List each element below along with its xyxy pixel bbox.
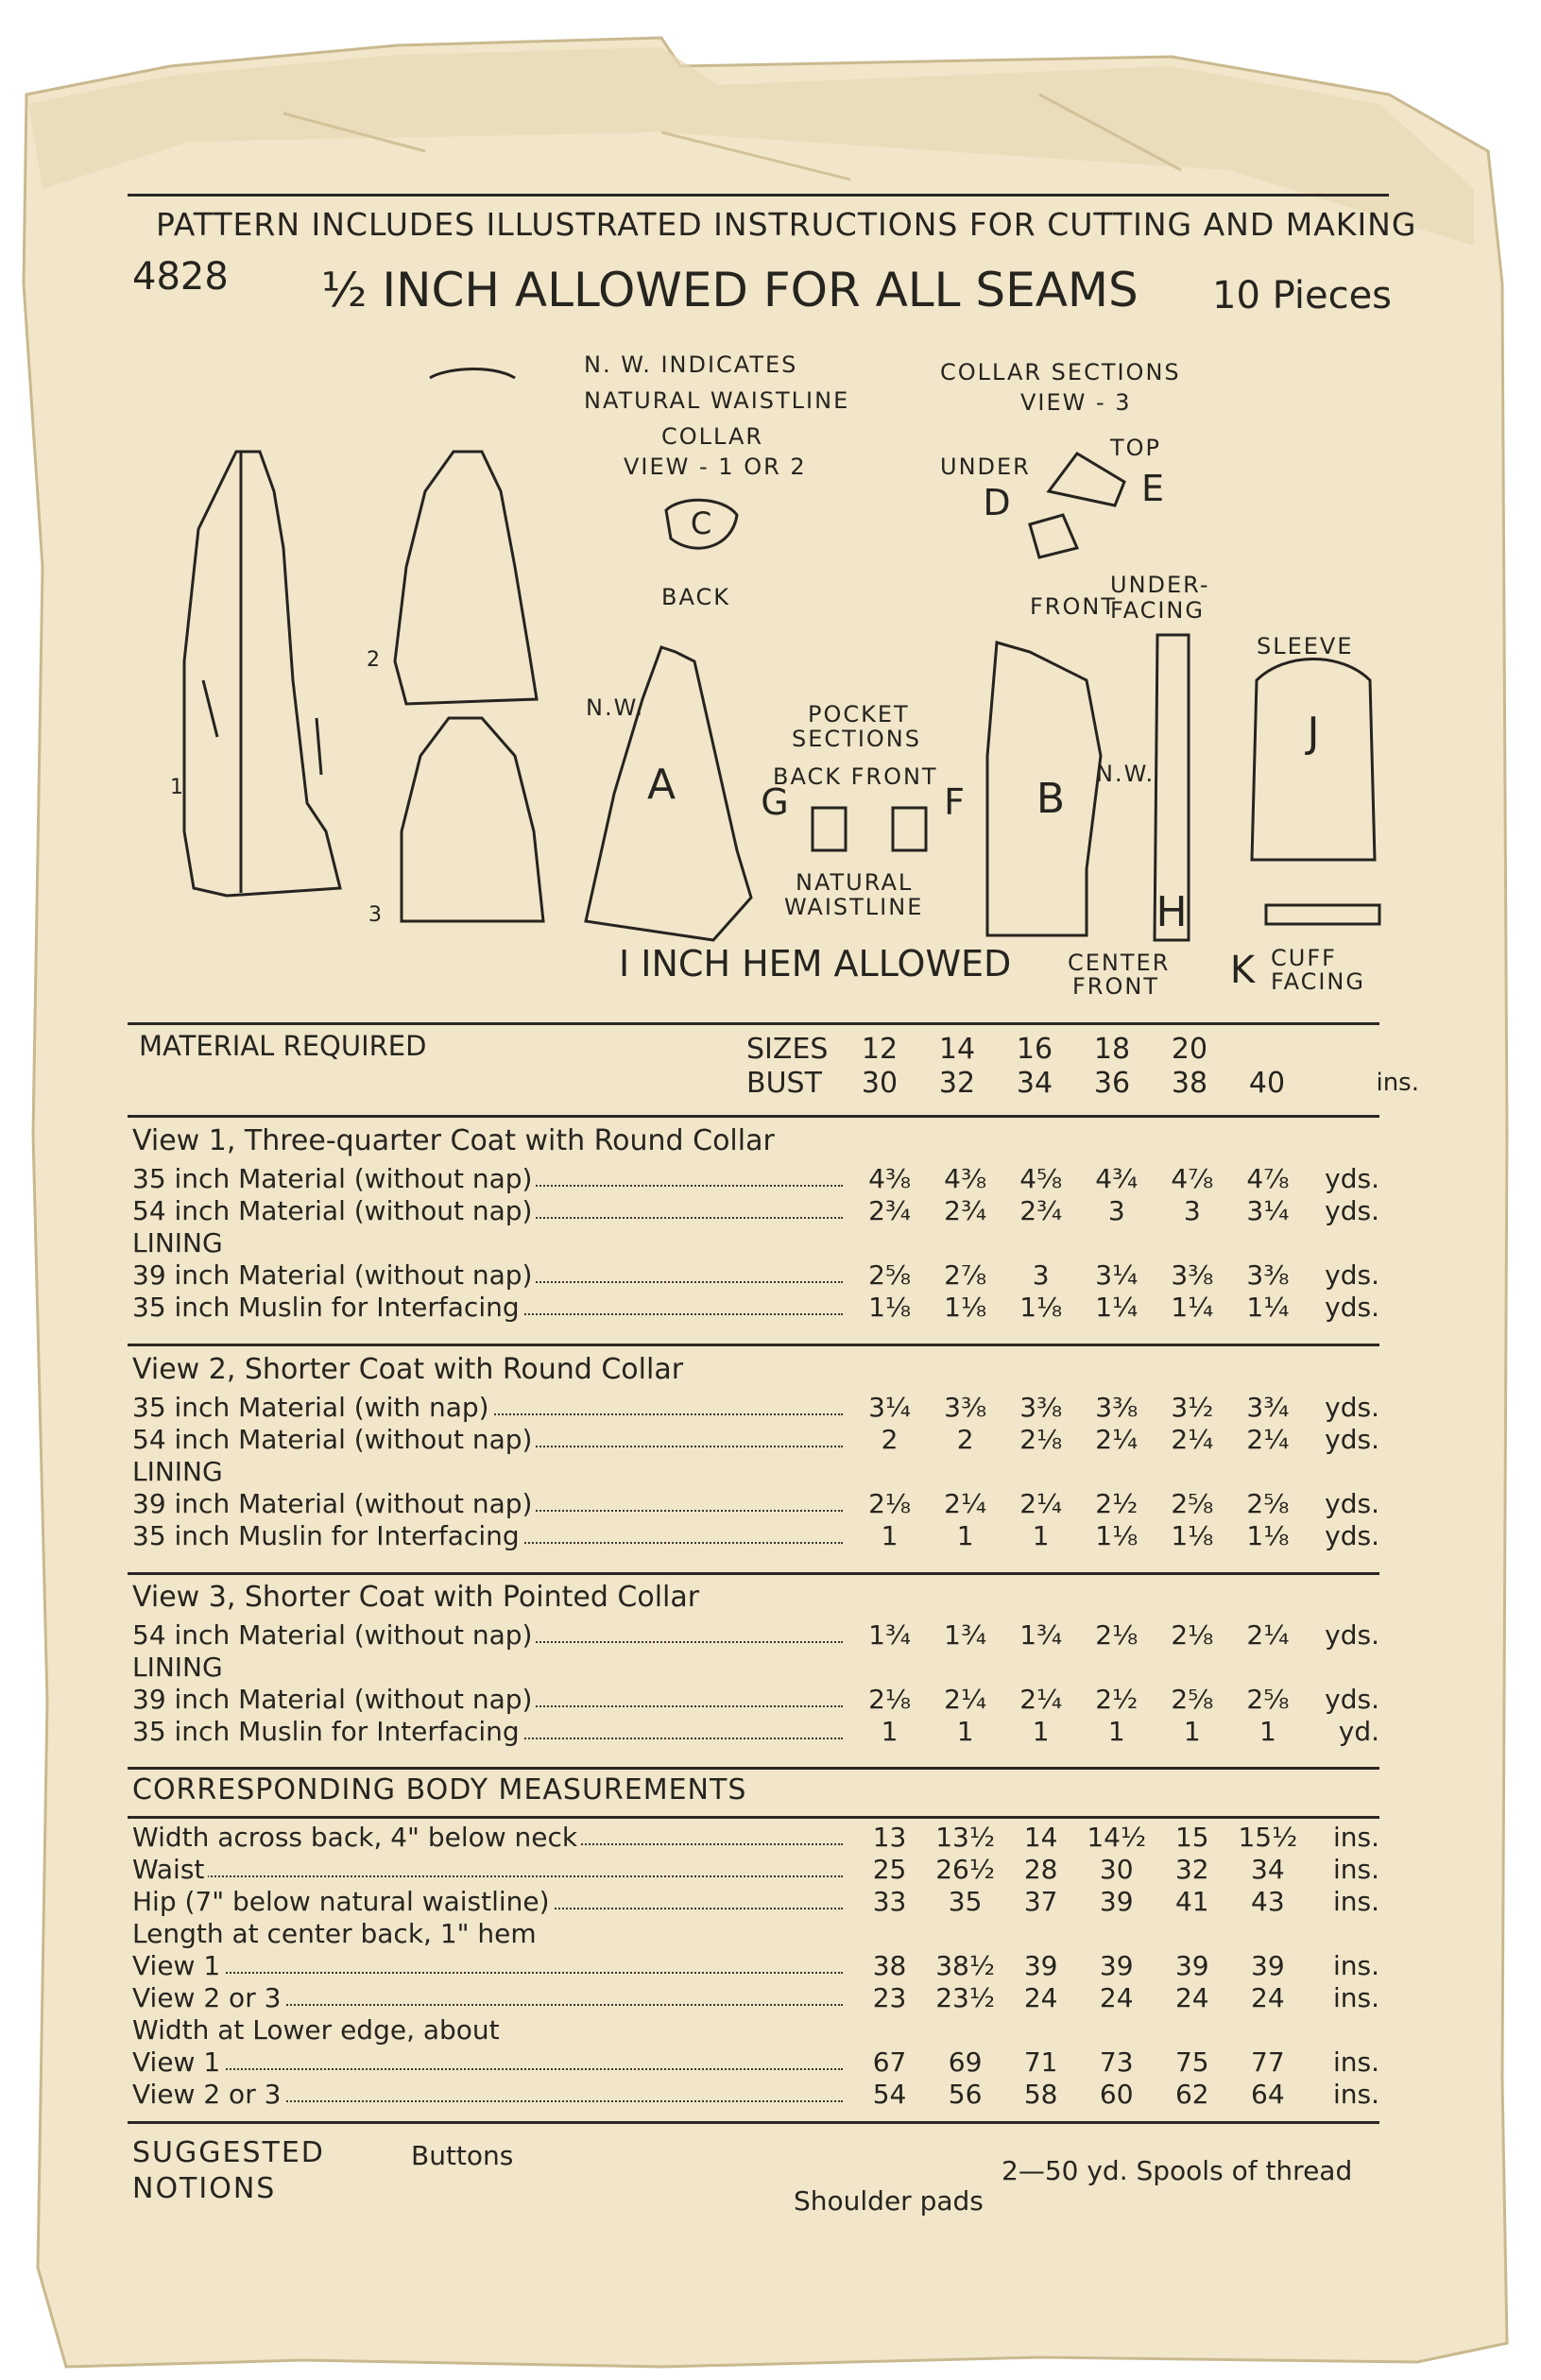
width-label: Width at Lower edge, about <box>132 2013 500 2046</box>
value-cell: 2⅝ <box>1246 1487 1290 1519</box>
pocket-line1: POCKET <box>808 701 910 728</box>
value-cell: 1⅛ <box>868 1291 912 1323</box>
svg-text:G: G <box>761 781 789 823</box>
unit-cell: yds. <box>1325 1391 1380 1423</box>
row-label <box>132 1684 852 1715</box>
material-required-title: MATERIAL REQUIRED <box>139 1030 427 1062</box>
view1-title: View 1, Three-quarter Coat with Round Collar <box>132 1124 775 1157</box>
value-cell: 2¾ <box>868 1194 912 1226</box>
bust-cell: 38 <box>1171 1066 1208 1100</box>
value-cell: 2⅛ <box>1019 1423 1063 1455</box>
row-label-text: 35 inch Muslin for Interfacing <box>132 1520 523 1551</box>
row-label <box>132 1886 852 1917</box>
value-cell: 77 <box>1251 2046 1285 2078</box>
row-label-text: 35 inch Muslin for Interfacing <box>132 1716 523 1747</box>
value-cell: 2⅝ <box>1246 1683 1290 1715</box>
svg-text:A: A <box>646 761 676 809</box>
value-cell: 38 <box>872 1949 907 1981</box>
value-cell: 4⅞ <box>1246 1162 1290 1194</box>
unit-cell: yds. <box>1325 1162 1380 1194</box>
size-unit: ins. <box>1376 1069 1419 1097</box>
hem-allowance: I INCH HEM ALLOWED <box>619 943 1012 985</box>
row-label <box>132 1424 852 1455</box>
notion-thread: 2—50 yd. Spools of thread <box>1002 2155 1353 2186</box>
row-label <box>132 1520 852 1551</box>
collar-sections-line2: VIEW - 3 <box>1020 389 1132 416</box>
value-cell: 3 <box>1032 1258 1050 1291</box>
value-cell: 1 <box>956 1519 974 1551</box>
rule-view3 <box>128 1572 1379 1575</box>
value-cell: 37 <box>1023 1885 1058 1917</box>
under-label: UNDER <box>940 454 1031 480</box>
value-cell: 3⅜ <box>1246 1258 1290 1291</box>
material-row <box>132 1981 1379 2013</box>
bust-cell: 34 <box>1016 1066 1053 1100</box>
material-row <box>132 1194 1379 1226</box>
value-cell: 25 <box>872 1853 907 1885</box>
unit-cell: ins. <box>1333 1981 1380 2013</box>
size-cell: 18 <box>1093 1032 1131 1066</box>
value-cell: 1⅛ <box>944 1291 987 1323</box>
value-cell: 24 <box>1251 1981 1285 2013</box>
svg-text:C: C <box>690 505 712 541</box>
material-row <box>132 1258 1379 1291</box>
center-front-line2: FRONT <box>1072 973 1159 1000</box>
notion-pads: Shoulder pads <box>794 2185 984 2217</box>
row-label <box>132 1163 852 1194</box>
material-row <box>132 1519 1379 1551</box>
value-cell: 39 <box>1023 1949 1058 1981</box>
pocket-line2: SECTIONS <box>792 726 921 752</box>
row-label-text: Hip (7" below natural waistline) <box>132 1886 554 1917</box>
value-cell: 34 <box>1251 1853 1285 1885</box>
row-label-text: 35 inch Material (with nap) <box>132 1392 493 1423</box>
row-label <box>132 2046 852 2078</box>
view2-title: View 2, Shorter Coat with Round Collar <box>132 1353 684 1386</box>
value-cell: 3½ <box>1171 1391 1214 1423</box>
svg-text:K: K <box>1229 949 1256 992</box>
bust-cell: 30 <box>861 1066 899 1100</box>
value-cell: 1¾ <box>944 1618 987 1651</box>
row-label-text: 39 inch Material (without nap) <box>132 1488 536 1519</box>
value-cell: 2⅝ <box>868 1258 912 1291</box>
seam-allowance: ½ INCH ALLOWED FOR ALL SEAMS <box>321 263 1139 317</box>
value-cell: 1⅛ <box>1171 1519 1214 1551</box>
leader-dots <box>132 2068 843 2070</box>
value-cell: 2¼ <box>1019 1683 1063 1715</box>
material-row <box>132 1618 1379 1651</box>
row-label-text: View 1 <box>132 1950 224 1981</box>
cuff-facing-line1: CUFF <box>1271 945 1337 971</box>
value-cell: 3⅜ <box>1171 1258 1214 1291</box>
cuff-facing-line2: FACING <box>1271 968 1365 995</box>
row-label <box>132 1982 852 2013</box>
notions-title-1: SUGGESTED <box>132 2136 325 2169</box>
value-cell: 43 <box>1251 1885 1285 1917</box>
material-row <box>132 2046 1379 2078</box>
unit-cell: yds. <box>1325 1683 1380 1715</box>
notions-rule <box>128 2121 1379 2124</box>
row-label <box>132 1619 852 1651</box>
unit-cell: yds. <box>1325 1291 1380 1323</box>
suggested-notions <box>132 2129 1379 2233</box>
value-cell: 38½ <box>935 1949 996 1981</box>
material-row <box>132 1423 1379 1455</box>
sizes-label: SIZES <box>746 1032 829 1066</box>
value-cell: 39 <box>1099 1885 1134 1917</box>
center-front-line1: CENTER <box>1068 950 1171 976</box>
svg-text:3: 3 <box>368 903 382 927</box>
value-cell: 2⅛ <box>868 1487 912 1519</box>
value-cell: 69 <box>948 2046 983 2078</box>
value-cell: 24 <box>1023 1981 1058 2013</box>
row-label-text: 54 inch Material (without nap) <box>132 1424 536 1455</box>
value-cell: 1¾ <box>868 1618 912 1651</box>
value-cell: 1¼ <box>1171 1291 1214 1323</box>
value-cell: 28 <box>1023 1853 1058 1885</box>
unit-cell: ins. <box>1333 1853 1380 1885</box>
row-label <box>132 1195 852 1226</box>
row-label <box>132 1950 852 1981</box>
value-cell: 1¾ <box>1019 1618 1063 1651</box>
unit-cell: yds. <box>1325 1618 1380 1651</box>
value-cell: 1¼ <box>1246 1291 1290 1323</box>
value-cell: 3 <box>1107 1194 1125 1226</box>
material-row <box>132 1162 1379 1194</box>
row-label <box>132 1259 852 1291</box>
value-cell: 2½ <box>1095 1683 1139 1715</box>
value-cell: 39 <box>1174 1949 1209 1981</box>
unit-cell: ins. <box>1333 2078 1380 2110</box>
value-cell: 2⅝ <box>1171 1487 1214 1519</box>
rule-body <box>128 1767 1379 1770</box>
lining-label: LINING <box>132 1455 223 1487</box>
value-cell: 1 <box>1258 1715 1276 1747</box>
notions-title-2: NOTIONS <box>132 2172 277 2205</box>
value-cell: 2¾ <box>1019 1194 1063 1226</box>
unit-cell: yds. <box>1325 1519 1380 1551</box>
row-label <box>132 1854 852 1885</box>
view-1-number: 1 <box>170 776 183 799</box>
value-cell: 1⅛ <box>1095 1519 1139 1551</box>
leader-dots <box>132 1875 843 1877</box>
unit-cell: ins. <box>1333 1885 1380 1917</box>
value-cell: 2⅛ <box>1095 1618 1139 1651</box>
row-label <box>132 1392 852 1423</box>
material-row <box>132 1853 1379 1885</box>
value-cell: 2⅛ <box>868 1683 912 1715</box>
value-cell: 2 <box>956 1423 974 1455</box>
svg-text:2: 2 <box>367 648 380 672</box>
value-cell: 13½ <box>935 1821 996 1853</box>
row-label-text: 39 inch Material (without nap) <box>132 1259 536 1291</box>
size-cell: 16 <box>1016 1032 1053 1066</box>
value-cell: 2¼ <box>944 1487 987 1519</box>
bust-cell: 40 <box>1248 1066 1286 1100</box>
collar-v12-line1: COLLAR <box>661 423 764 450</box>
svg-text:J: J <box>1307 709 1320 757</box>
sleeve-label: SLEEVE <box>1257 633 1354 659</box>
row-label <box>132 1822 852 1853</box>
value-cell: 23 <box>872 1981 907 2013</box>
value-cell: 2¼ <box>1246 1423 1290 1455</box>
value-cell: 13 <box>872 1821 907 1853</box>
value-cell: 39 <box>1099 1949 1134 1981</box>
row-label-text: 35 inch Material (without nap) <box>132 1163 536 1194</box>
svg-text:B: B <box>1036 775 1066 823</box>
material-row <box>132 1821 1379 1853</box>
collar-sections-line1: COLLAR SECTIONS <box>940 359 1181 385</box>
material-row <box>132 1715 1379 1747</box>
unit-cell: yds. <box>1325 1487 1380 1519</box>
unit-cell: ins. <box>1333 1821 1380 1853</box>
bust-label: BUST <box>746 1066 822 1100</box>
value-cell: 2¼ <box>1019 1487 1063 1519</box>
sizes-grid <box>746 1032 1419 1100</box>
value-cell: 4⅜ <box>868 1162 912 1194</box>
row-label-text: 39 inch Material (without nap) <box>132 1684 536 1715</box>
value-cell: 3¾ <box>1246 1391 1290 1423</box>
value-cell: 58 <box>1023 2078 1058 2110</box>
row-label-text: View 2 or 3 <box>132 2079 284 2110</box>
top-label: TOP <box>1110 435 1162 461</box>
back-front-label: BACK FRONT <box>773 763 938 790</box>
value-cell: 4⅝ <box>1019 1162 1063 1194</box>
value-cell: 2¼ <box>1095 1423 1139 1455</box>
material-row <box>132 1949 1379 1981</box>
value-cell: 1¼ <box>1095 1291 1139 1323</box>
nw-note-line2: NATURAL WAISTLINE <box>584 387 850 414</box>
svg-text:E: E <box>1140 468 1165 509</box>
value-cell: 26½ <box>935 1853 996 1885</box>
pattern-number: 4828 <box>132 255 229 299</box>
unit-cell: ins. <box>1333 1949 1380 1981</box>
value-cell: 2⅝ <box>1171 1683 1214 1715</box>
value-cell: 41 <box>1174 1885 1209 1917</box>
unit-cell: ins. <box>1333 2046 1380 2078</box>
value-cell: 1⅛ <box>1019 1291 1063 1323</box>
value-cell: 1 <box>1032 1715 1050 1747</box>
view3-title: View 3, Shorter Coat with Pointed Collar <box>132 1581 700 1614</box>
value-cell: 3⅜ <box>1095 1391 1139 1423</box>
value-cell: 4⅜ <box>944 1162 987 1194</box>
pattern-illustration <box>0 0 1541 1020</box>
size-cell: 12 <box>861 1032 899 1066</box>
value-cell: 75 <box>1174 2046 1209 2078</box>
underfacing-line2: FACING <box>1110 597 1205 624</box>
value-cell: 62 <box>1174 2078 1209 2110</box>
value-cell: 2½ <box>1095 1487 1139 1519</box>
row-label-text: 35 inch Muslin for Interfacing <box>132 1292 523 1323</box>
material-row <box>132 1683 1379 1715</box>
body-measurements-title: CORRESPONDING BODY MEASUREMENTS <box>132 1773 747 1806</box>
value-cell: 1⅛ <box>1246 1519 1290 1551</box>
row-label <box>132 1488 852 1519</box>
value-cell: 2 <box>881 1423 899 1455</box>
material-row <box>132 1291 1379 1323</box>
lining-label: LINING <box>132 1226 223 1258</box>
value-cell: 1 <box>881 1519 899 1551</box>
row-label-text: 54 inch Material (without nap) <box>132 1619 536 1651</box>
row-label-text: View 2 or 3 <box>132 1982 284 2013</box>
value-cell: 3¼ <box>868 1391 912 1423</box>
value-cell: 2¼ <box>1171 1423 1214 1455</box>
row-label-text: Waist <box>132 1854 208 1885</box>
row-label-text: View 1 <box>132 2046 224 2078</box>
notion-buttons: Buttons <box>411 2140 514 2171</box>
value-cell: 67 <box>872 2046 907 2078</box>
value-cell: 15½ <box>1238 1821 1298 1853</box>
view3-section <box>132 1581 1379 1747</box>
value-cell: 2¾ <box>944 1194 987 1226</box>
unit-cell: yds. <box>1325 1423 1380 1455</box>
value-cell: 2¼ <box>944 1683 987 1715</box>
value-cell: 3¼ <box>1246 1194 1290 1226</box>
material-row <box>132 1487 1379 1519</box>
value-cell: 56 <box>948 2078 983 2110</box>
value-cell: 1 <box>1183 1715 1201 1747</box>
leader-dots <box>132 1972 843 1974</box>
value-cell: 14 <box>1023 1821 1058 1853</box>
value-cell: 1 <box>956 1715 974 1747</box>
natural-waistline-line2: WAISTLINE <box>784 894 924 920</box>
material-row <box>132 1885 1379 1917</box>
nw-label-back: N.W. <box>586 694 645 721</box>
value-cell: 33 <box>872 1885 907 1917</box>
value-cell: 4⅞ <box>1171 1162 1214 1194</box>
material-rule <box>128 1022 1379 1025</box>
svg-text:F: F <box>944 781 965 823</box>
collar-v12-line2: VIEW - 1 OR 2 <box>624 454 807 480</box>
material-row <box>132 1391 1379 1423</box>
bust-cell: 36 <box>1093 1066 1131 1100</box>
value-cell: 24 <box>1174 1981 1209 2013</box>
value-cell: 3¼ <box>1095 1258 1139 1291</box>
nw-label-front: N.W. <box>1096 761 1156 787</box>
unit-cell: yds. <box>1325 1194 1380 1226</box>
front-label: FRONT <box>1030 593 1117 620</box>
value-cell: 1 <box>1107 1715 1125 1747</box>
value-cell: 64 <box>1251 2078 1285 2110</box>
value-cell: 3⅜ <box>1019 1391 1063 1423</box>
value-cell: 15 <box>1174 1821 1209 1853</box>
unit-cell: yds. <box>1325 1258 1380 1291</box>
value-cell: 54 <box>872 2078 907 2110</box>
value-cell: 2⅞ <box>944 1258 987 1291</box>
rule-view2 <box>128 1344 1379 1346</box>
size-cell: 14 <box>938 1032 976 1066</box>
svg-text:D: D <box>983 482 1011 523</box>
value-cell: 73 <box>1099 2046 1134 2078</box>
material-row <box>132 2078 1379 2110</box>
row-label <box>132 1716 852 1747</box>
length-label: Length at center back, 1" hem <box>132 1917 537 1949</box>
value-cell: 23½ <box>935 1981 996 2013</box>
value-cell: 3⅜ <box>944 1391 987 1423</box>
svg-text:H: H <box>1156 888 1188 936</box>
bust-cell: 32 <box>938 1066 976 1100</box>
piece-count: 10 Pieces <box>1212 274 1393 317</box>
value-cell: 1 <box>1032 1519 1050 1551</box>
value-cell: 2¼ <box>1246 1618 1290 1651</box>
lining-label: LINING <box>132 1651 223 1683</box>
value-cell: 35 <box>948 1885 983 1917</box>
value-cell: 3 <box>1183 1194 1201 1226</box>
value-cell: 30 <box>1099 1853 1134 1885</box>
row-label <box>132 2079 852 2110</box>
nw-note-line1: N. W. INDICATES <box>584 351 798 378</box>
size-cell: 20 <box>1171 1032 1208 1066</box>
value-cell: 32 <box>1174 1853 1209 1885</box>
rule-view1 <box>128 1115 1379 1118</box>
body-measurements-section <box>132 1773 1379 2110</box>
natural-waistline-line1: NATURAL <box>796 869 914 896</box>
value-cell: 60 <box>1099 2078 1134 2110</box>
row-label <box>132 1292 852 1323</box>
value-cell: 14½ <box>1087 1821 1147 1853</box>
view2-section <box>132 1353 1379 1551</box>
value-cell: 24 <box>1099 1981 1134 2013</box>
value-cell: 71 <box>1023 2046 1058 2078</box>
value-cell: 39 <box>1251 1949 1285 1981</box>
instructions-header: PATTERN INCLUDES ILLUSTRATED INSTRUCTIONS FOR CUTTING AND MAKING <box>156 206 1417 243</box>
unit-cell: yd. <box>1338 1715 1380 1747</box>
underfacing-line1: UNDER- <box>1110 572 1210 598</box>
value-cell: 1 <box>881 1715 899 1747</box>
view1-section <box>132 1124 1379 1323</box>
row-label-text: 54 inch Material (without nap) <box>132 1195 536 1226</box>
back-label: BACK <box>661 584 730 610</box>
value-cell: 2⅛ <box>1171 1618 1214 1651</box>
value-cell: 4¾ <box>1095 1162 1139 1194</box>
row-label-text: Width across back, 4" below neck <box>132 1822 581 1853</box>
